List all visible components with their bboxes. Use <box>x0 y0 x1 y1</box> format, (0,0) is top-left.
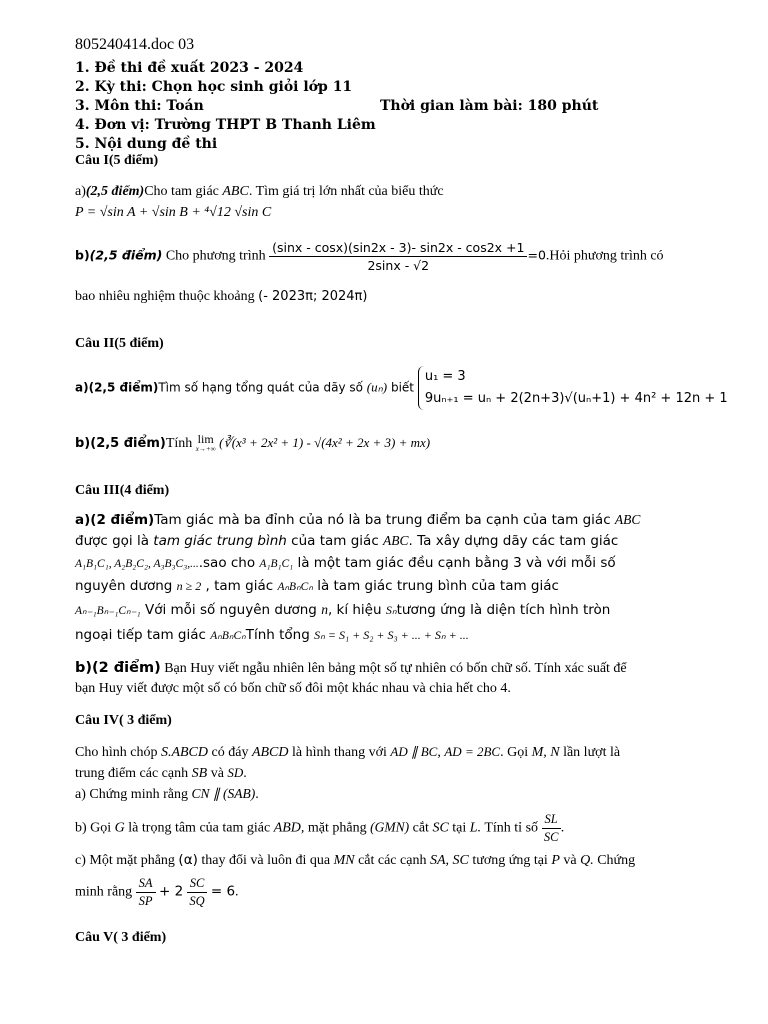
question-3-title: Câu III(4 điểm) <box>75 483 170 498</box>
q3a-tn-2: AₙBₙCₙ <box>210 630 246 642</box>
q2b-label: b)(2,5 điểm) <box>75 436 166 452</box>
q2b-expression: (∛(x³ + 2x² + 1) - √(4x² + 2x + 3) + mx) <box>219 435 431 451</box>
q3a-text-6a: ngoại tiếp tam giác <box>75 627 206 643</box>
q3a-text-3b: là một tam giác đều cạnh bằng 3 và với mỗi số <box>297 555 616 571</box>
q1a-text-2: . Tìm giá trị lớn nhất của biểu thức <box>248 184 444 199</box>
q3a-line-6 <box>75 627 469 643</box>
q3a-text-1: Tam giác mà ba đỉnh của nó là ba trung điểm ba cạnh của tam giác <box>154 512 611 528</box>
q4c-plus: + 2 <box>159 883 184 900</box>
q2a-label: a)(2,5 điểm) <box>75 380 159 395</box>
q3a-sn: Sₙ <box>385 603 397 617</box>
q3a-line-5 <box>75 602 610 618</box>
q4-parallel: AD ∥ BC <box>390 744 438 759</box>
q3a-label: a)(2 điểm) <box>75 512 155 528</box>
q3a-abc-1: ABC <box>614 512 641 527</box>
q4b <box>75 812 564 845</box>
q4c-sa-sc: SA, SC <box>429 853 469 868</box>
q2a-eq-1: u₁ = 3 <box>424 369 466 384</box>
q3a-text-2a: được gọi là <box>75 533 149 549</box>
q4a-text: a) Chứng minh rằng <box>75 787 188 802</box>
q1b-eq: =0 <box>527 247 546 263</box>
q2a-text: Tìm số hạng tổng quát của dãy số <box>158 380 363 395</box>
q3a-sum: Sₙ = S₁ + S₂ + S₃ + ... + Sₙ + ... <box>314 628 469 642</box>
q1b-text-3: bao nhiêu nghiệm thuộc khoảng <box>75 289 255 304</box>
q4c-p: P <box>551 853 560 868</box>
q3a-text-5a: Với mỗi số nguyên dương <box>144 602 317 618</box>
q3a-n-ge-2: n ≥ 2 <box>176 579 202 593</box>
q4-text-1b: có đáy <box>211 745 249 760</box>
q4c-line-2 <box>75 876 239 909</box>
q3a-triangles: A₁B₁C₁, A₂B₂C₂, A₃B₃C₃,... <box>75 558 199 570</box>
q4c-text-2: thay đổi và luôn đi qua <box>201 853 331 868</box>
q4-ad-eq: AD = 2BC <box>444 744 501 759</box>
q4c-dot: . <box>235 884 239 900</box>
question-4-title: Câu IV( 3 điểm) <box>75 713 172 728</box>
question-2-title: Câu II(5 điểm) <box>75 336 164 351</box>
q4b-g: G <box>114 820 125 836</box>
q4c-text-5: Chứng <box>597 853 636 868</box>
q4-pyramid: S.ABCD <box>160 745 209 760</box>
q4-text-2a: trung điểm các cạnh <box>75 766 189 781</box>
q1b-denominator: 2sinx - √2 <box>367 258 430 273</box>
q4-text-2c: . <box>243 766 247 781</box>
q2b-lim-sub: x→+∞ <box>195 445 216 453</box>
q4-intro-line-2 <box>75 765 247 782</box>
q2b-text: Tính <box>165 436 193 452</box>
header-line-5: 5. Nội dung đề thi <box>75 136 218 152</box>
q4a-dot: . <box>255 787 259 802</box>
q2a-sequence: (uₙ) <box>366 379 388 395</box>
q3a-tn: AₙBₙCₙ <box>277 581 313 593</box>
q4b-sc: SC <box>432 820 449 836</box>
q3a-text-4c: là tam giác trung bình của tam giác <box>317 578 559 594</box>
q4c-text-1: c) Một mặt phẳng <box>75 853 175 868</box>
q4-comma: , <box>437 745 441 760</box>
file-name: 805240414.doc 03 <box>75 36 195 53</box>
question-2b <box>75 434 430 454</box>
q4b-abd: ABD, <box>273 820 305 836</box>
q3a-text-4a: nguyên dương <box>75 578 173 594</box>
question-1b <box>75 240 664 273</box>
q1a-prefix: a) <box>75 184 86 199</box>
q4b-text-2: là trọng tâm của tam giác <box>128 820 271 836</box>
q4-mn: M, N <box>531 745 560 760</box>
q3a-first-triangle: A₁B₁C₁ <box>259 558 294 570</box>
q2b-limit <box>196 434 216 454</box>
q4-text-1d: . Gọi <box>500 745 529 760</box>
question-2a <box>75 366 728 410</box>
q4c-fraction-1 <box>136 876 156 909</box>
q3a-line-3 <box>75 555 616 571</box>
q4-sb: SB <box>191 766 208 781</box>
q1b-interval: (- 2023π; 2024π) <box>258 289 368 304</box>
q3a-text-5b: , kí hiệu <box>327 602 382 618</box>
q4b-text-3: mặt phẳng <box>307 820 367 836</box>
q1a-formula: P = √sin A + √sin B + ⁴√12 √sin C <box>75 205 272 220</box>
q4b-plane: (GMN) <box>370 819 410 835</box>
q4b-l: L. <box>469 820 482 836</box>
q4c-line-1 <box>75 852 635 869</box>
q3a-text-2d: . Ta xây dựng dãy các tam giác <box>408 533 619 549</box>
q2b-lim: lim <box>197 432 214 446</box>
q4c-and: và <box>563 853 577 868</box>
q2a-biet: biết <box>390 380 414 395</box>
header-line-3-left: 3. Môn thi: Toán <box>75 98 204 114</box>
q3a-text-5c: tương ứng là diện tích hình tròn <box>396 602 611 618</box>
q3b-line-1 <box>75 660 627 677</box>
q4b-text-5: tại <box>452 820 467 836</box>
header-line-1: 1. Đề thi đề xuất 2023 - 2024 <box>75 60 304 76</box>
q1a-points: (2,5 điểm) <box>85 184 145 199</box>
header-line-2: 2. Kỳ thi: Chọn học sinh giỏi lớp 11 <box>75 79 353 95</box>
q4-text-1e: lần lượt là <box>563 745 621 760</box>
q4b-text-6: Tính tỉ số <box>484 820 539 836</box>
q1b-fraction <box>269 240 527 273</box>
q4-intro-line-1 <box>75 744 620 761</box>
q4c-q: Q. <box>580 853 594 868</box>
q1b-text-2: .Hỏi phương trình có <box>545 248 664 264</box>
q4c-eq: = 6 <box>210 883 236 900</box>
header-line-4: 4. Đơn vị: Trường THPT B Thanh Liêm <box>75 117 376 133</box>
q4-text-2b: và <box>210 766 224 781</box>
question-1-title: Câu I(5 điểm) <box>75 153 159 168</box>
q4b-text-4: cắt <box>412 820 429 836</box>
q3a-line-4 <box>75 578 559 594</box>
q3a-text-3a: .sao cho <box>198 555 256 571</box>
q1b-text-1: Cho phương trình <box>165 248 266 264</box>
q4c-fraction-1-den: SP <box>138 894 153 908</box>
q3b-text-1: Bạn Huy viết ngẫu nhiên lên bảng một số tự nhiên có bốn chữ số. Tính xác suất để <box>164 661 627 676</box>
q3a-prev-triangle: Aₙ₋₁Bₙ₋₁Cₙ₋₁ <box>75 605 141 617</box>
q3b-line-2: bạn Huy viết được một số có bốn chữ số đôi một khác nhau và chia hết cho 4. <box>75 681 511 696</box>
q4c-fraction-2 <box>187 876 208 909</box>
q4c-text-4: tương ứng tại <box>472 853 548 868</box>
q3a-text-4b: , tam giác <box>205 578 274 594</box>
q4c-alpha: (α) <box>178 852 198 868</box>
q4b-dot: . <box>560 820 565 836</box>
q4c-text-6: minh rằng <box>75 884 133 900</box>
header-line-3-right: Thời gian làm bài: 180 phút <box>380 98 599 114</box>
q3a-n: n <box>321 602 328 617</box>
q3a-line-2 <box>75 533 618 549</box>
question-1a <box>75 184 444 200</box>
q4-text-1a: Cho hình chóp <box>75 745 158 760</box>
q3a-line-1 <box>75 512 640 528</box>
q4c-fraction-2-den: SQ <box>189 894 205 908</box>
q4b-fraction <box>542 812 561 845</box>
q4a <box>75 786 259 803</box>
q1b-numerator: (sinx - cosx)(sin2x - 3)- sin2x - cos2x +1 <box>269 240 527 257</box>
q4-text-1c: là hình thang với <box>292 745 387 760</box>
q4b-fraction-den: SC <box>543 830 559 844</box>
q1b-points: (2,5 điểm) <box>89 247 163 263</box>
q4c-mn: MN <box>333 853 355 868</box>
q3a-text-2c: của tam giác <box>291 533 379 549</box>
q1a-abc: ABC <box>222 184 249 199</box>
q4-base: ABCD <box>251 745 289 760</box>
q3a-text-2b: tam giác trung bình <box>153 533 287 549</box>
q3a-text-6b: Tính tổng <box>245 627 310 643</box>
q1b-line-2 <box>75 289 367 305</box>
question-5-title: Câu V( 3 điểm) <box>75 930 167 945</box>
q3a-abc-2: ABC <box>383 533 409 548</box>
q4c-text-3: cắt các cạnh <box>358 853 427 868</box>
q1a-text-1: Cho tam giác <box>144 184 219 199</box>
q4c-fraction-1-num: SA <box>136 876 156 893</box>
q4c-fraction-2-num: SC <box>187 876 208 893</box>
q4b-fraction-num: SL <box>542 812 561 829</box>
q2a-eq-2: 9uₙ₊₁ = uₙ + 2(2n+3)√(uₙ+1) + 4n² + 12n + 1 <box>424 391 728 406</box>
q4-sd: SD <box>227 765 244 780</box>
q4b-text-1: b) Gọi <box>75 820 112 836</box>
q3b-label: b)(2 điểm) <box>75 660 161 676</box>
q1b-prefix: b) <box>75 247 90 263</box>
q4a-relation: CN ∥ (SAB) <box>191 786 256 801</box>
q2a-system <box>418 366 728 410</box>
